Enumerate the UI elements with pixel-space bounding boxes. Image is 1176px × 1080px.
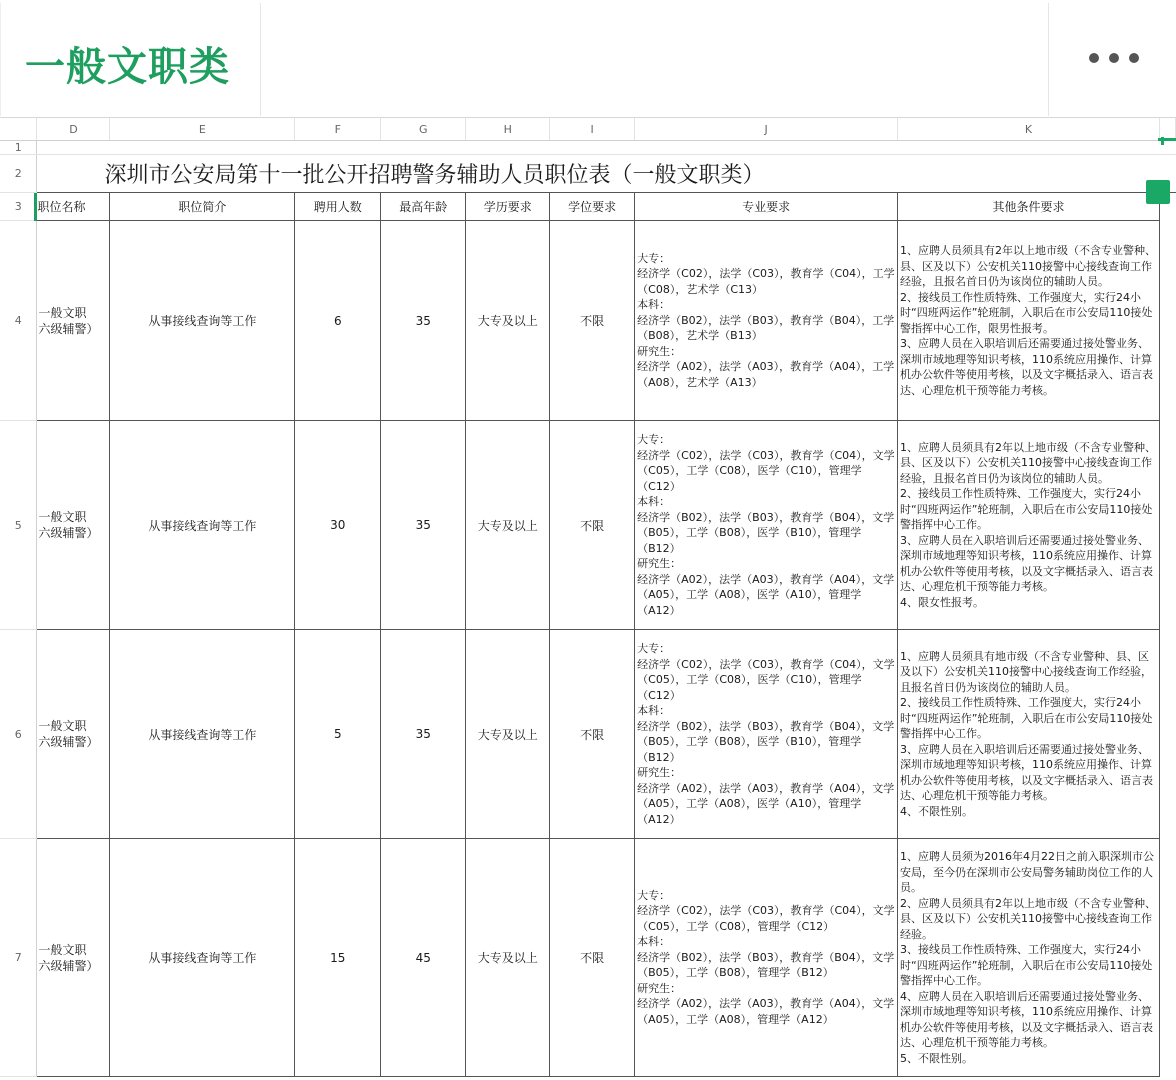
education-cell[interactable]: 大专及以上 (466, 839, 550, 1077)
position-intro-cell[interactable]: 从事接线查询等工作 (110, 221, 295, 421)
empty-cell[interactable] (1159, 839, 1175, 1077)
degree-cell[interactable]: 不限 (550, 221, 635, 421)
header-cell[interactable]: 学历要求 (466, 193, 550, 221)
position-intro-cell[interactable]: 从事接线查询等工作 (110, 839, 295, 1077)
education-cell[interactable]: 大专及以上 (466, 221, 550, 421)
table-row (0, 839, 1176, 1077)
sheet-row (0, 155, 1176, 193)
header-row (0, 193, 1176, 221)
headcount-cell[interactable]: 15 (295, 839, 381, 1077)
header-cell[interactable]: 学位要求 (550, 193, 635, 221)
position-name-cell[interactable]: 一般文职 六级辅警） (37, 421, 110, 630)
row-number[interactable]: 7 (0, 839, 37, 1077)
selection-fill-handle[interactable] (1146, 180, 1170, 204)
row-number[interactable]: 3 (0, 193, 37, 221)
headcount-cell[interactable]: 30 (295, 421, 381, 630)
empty-cell[interactable] (1159, 221, 1175, 421)
row-number[interactable]: 6 (0, 630, 37, 839)
max-age-cell[interactable]: 35 (381, 421, 466, 630)
empty-row-cell[interactable] (37, 141, 1176, 155)
education-cell[interactable]: 大专及以上 (466, 630, 550, 839)
table-row (0, 630, 1176, 839)
header-cell[interactable]: 专业要求 (635, 193, 898, 221)
education-cell[interactable]: 大专及以上 (466, 421, 550, 630)
sheet-title[interactable]: 深圳市公安局第十一批公开招聘警务辅助人员职位表（一般文职类） (37, 155, 1176, 193)
selection-handle-tick (1161, 137, 1164, 145)
row-number[interactable]: 1 (0, 141, 37, 155)
position-intro-cell[interactable]: 从事接线查询等工作 (110, 421, 295, 630)
header-cell[interactable]: 职位简介 (110, 193, 295, 221)
selection-indicator (34, 193, 37, 221)
top-bar (0, 0, 1176, 118)
other-requirements-cell[interactable]: 1、应聘人员须具有2年以上地市级（不含专业警种、县、区及以下）公安机关110接警中心接线查询工作经验，且报名首日仍为该岗位的辅助人员。 2、接线员工作性质特殊、工作强度大，实行24小时“四班两运作”轮班制，入职后在市公安局110接处警指挥中心工作。 3、应聘人员在入职培训后还需要通过接处警业务、深圳市域地理等知识考核，110系统应用操作、计算机办公软件等使用考核，以及文字概括录入、语言表达、心理危机干预等能力考核。 4、限女性报考。 (898, 421, 1160, 630)
column-header[interactable]: E (110, 118, 295, 141)
max-age-cell[interactable]: 35 (381, 221, 466, 421)
sheet-name-box[interactable] (0, 3, 261, 116)
major-requirements-cell[interactable]: 大专： 经济学（C02），法学（C03），教育学（C04），文学（C05），工学（C08），管理学（C12） 本科： 经济学（B02），法学（B03），教育学（B04），文学（B05），工学（B08），管理学（B12） 研究生： 经济学（A02），法学（A03），教育学（A04），文学（A05），工学（A08），管理学（A12） (635, 839, 898, 1077)
column-header[interactable]: G (381, 118, 466, 141)
degree-cell[interactable]: 不限 (550, 839, 635, 1077)
corner-cell[interactable] (0, 118, 37, 141)
degree-cell[interactable]: 不限 (550, 421, 635, 630)
column-header[interactable]: F (295, 118, 381, 141)
column-header[interactable]: D (37, 118, 110, 141)
position-name-cell[interactable]: 一般文职 六级辅警） (37, 630, 110, 839)
headcount-cell[interactable]: 5 (295, 630, 381, 839)
header-cell[interactable]: 聘用人数 (295, 193, 381, 221)
column-header[interactable]: J (635, 118, 898, 141)
spreadsheet-grid[interactable] (0, 118, 1176, 1077)
row-number[interactable]: 4 (0, 221, 37, 421)
position-name-cell[interactable]: 一般文职 六级辅警） (37, 839, 110, 1077)
row-number[interactable]: 5 (0, 421, 37, 630)
more-menu-button[interactable] (1048, 3, 1176, 116)
sheet-row (0, 141, 1176, 155)
degree-cell[interactable]: 不限 (550, 630, 635, 839)
other-requirements-cell[interactable]: 1、应聘人员须具有地市级（不含专业警种、县、区及以下）公安机关110接警中心接线查询工作经验，且报名首日仍为该岗位的辅助人员。 2、接线员工作性质特殊、工作强度大，实行24小时“四班两运作”轮班制，入职后在市公安局110接处警指挥中心工作。 3、应聘人员在入职培训后还需要通过接处警业务、深圳市域地理等知识考核，110系统应用操作、计算机办公软件等使用考核，以及文字概括录入、语言表达、心理危机干预等能力考核。 4、不限性别。 (898, 630, 1160, 839)
header-cell[interactable]: 职位名称 (37, 193, 110, 221)
major-requirements-cell[interactable]: 大专： 经济学（C02），法学（C03），教育学（C04），文学（C05），工学（C08），医学（C10），管理学（C12） 本科： 经济学（B02），法学（B03），教育学（B04），文学（B05），工学（B08），医学（B10），管理学（B12） 研究生： 经济学（A02），法学（A03），教育学（A04），文学（A05），工学（A08），医学（A10），管理学（A12） (635, 421, 898, 630)
major-requirements-cell[interactable]: 大专： 经济学（C02），法学（C03），教育学（C04），工学（C08），艺术学（C13） 本科： 经济学（B02），法学（B03），教育学（B04），工学（B08），艺术学（B13） 研究生： 经济学（A02），法学（A03），教育学（A04），工学（A08），艺术学（A13） (635, 221, 898, 421)
column-header[interactable]: I (550, 118, 635, 141)
column-header[interactable]: H (466, 118, 550, 141)
empty-cell[interactable] (1159, 421, 1175, 630)
other-requirements-cell[interactable]: 1、应聘人员须为2016年4月22日之前入职深圳市公安局，至今仍在深圳市公安局警务辅助岗位工作的人员。 2、应聘人员须具有2年以上地市级（不含专业警种、县、区及以下）公安机关110接警中心接线查询工作经验。 3、接线员工作性质特殊、工作强度大，实行24小时“四班两运作”轮班制，入职后在市公安局110接处警指挥中心工作。 4、应聘人员在入职培训后还需要通过接处警业务、深圳市域地理等知识考核，110系统应用操作、计算机办公软件等使用考核，以及文字概括录入、语言表达、心理危机干预等能力考核。 5、不限性别。 (898, 839, 1160, 1077)
position-intro-cell[interactable]: 从事接线查询等工作 (110, 630, 295, 839)
table-row (0, 421, 1176, 630)
more-options-icon (1087, 53, 1147, 67)
row-number[interactable]: 2 (0, 155, 37, 193)
column-header[interactable]: K (898, 118, 1160, 141)
empty-cell[interactable] (1159, 630, 1175, 839)
max-age-cell[interactable]: 45 (381, 839, 466, 1077)
table-row (0, 221, 1176, 421)
headcount-cell[interactable]: 6 (295, 221, 381, 421)
major-requirements-cell[interactable]: 大专： 经济学（C02），法学（C03），教育学（C04），文学（C05），工学（C08），医学（C10），管理学（C12） 本科： 经济学（B02），法学（B03），教育学（B04），文学（B05），工学（B08），医学（B10），管理学（B12） 研究生： 经济学（A02），法学（A03），教育学（A04），文学（A05），工学（A08），医学（A10），管理学（A12） (635, 630, 898, 839)
other-requirements-cell[interactable]: 1、应聘人员须具有2年以上地市级（不含专业警种、县、区及以下）公安机关110接警中心接线查询工作经验，且报名首日仍为该岗位的辅助人员。 2、接线员工作性质特殊、工作强度大，实行24小时“四班两运作”轮班制，入职后在市公安局110接处警指挥中心工作，限男性报考。 3、应聘人员在入职培训后还需要通过接处警业务、深圳市域地理等知识考核，110系统应用操作、计算机办公软件等使用考核，以及文字概括录入、语言表达、心理危机干预等能力考核。 (898, 221, 1160, 421)
column-header-row (0, 118, 1176, 141)
sheet-name: 一般文职类 (25, 44, 230, 90)
position-name-cell[interactable]: 一般文职 六级辅警） (37, 221, 110, 421)
header-cell[interactable]: 最高年龄 (381, 193, 466, 221)
max-age-cell[interactable]: 35 (381, 630, 466, 839)
header-cell[interactable]: 其他条件要求 (898, 193, 1160, 221)
